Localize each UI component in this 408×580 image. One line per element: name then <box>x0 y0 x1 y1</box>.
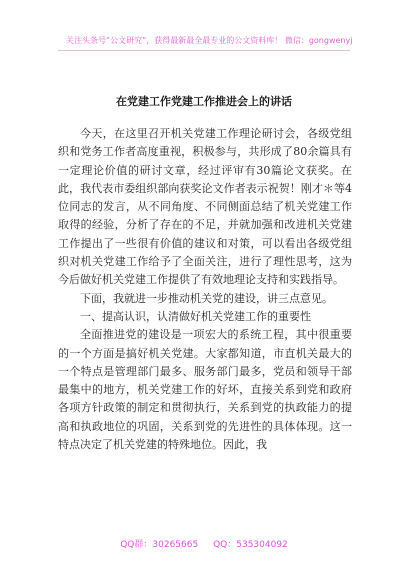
paragraph-section-1: 全面推进党的建设是一项宏大的系统工程，其中很重要的一个方面是搞好机关党建。大家都知道，市直机关最大的一个特点是管理部门最多、服务部门最多，党员和领导干部最集中的地方，机关党建工作的好坏，直接关系到党和政府各项方针政策的制定和贯彻执行，关系到党的执政能力的提高和执政地位的巩固，关系到党的先进性的具体体现。这一特点决定了机关党建的特殊地位。因此，我 <box>58 328 352 452</box>
footer-qq-number: QQ：535304092 <box>213 540 288 550</box>
footer-contact <box>0 537 408 550</box>
paragraph-intro: 今天，在这里召开机关党建工作理论研讨会，各级党组织和党务工作者高度重视，积极参与，共形成了80余篇具有一定理论价值的研讨文章，经过评审有30篇论文获奖。在此，我代表市委组织部向获奖论文作者表示祝贺！刚才＊等4位同志的发言，从不同角度、不同侧面总结了机关党建工作取得的经验，分析了存在的不足，并就加强和改进机关党建工作提出了一些很有价值的建议和对策，可以看出各级党组织对机关党建工作给予了全面关注，进行了理性思考，这为今后做好机关党建工作提供了有效地理论支持和实践指导。 <box>58 127 352 287</box>
document-body <box>58 125 352 454</box>
document-title: 在党建工作党建工作推进会上的讲话 <box>116 95 292 108</box>
footer-qq-group: QQ群：30265665 <box>120 540 199 550</box>
section-heading-1: 一、提高认识，认清做好机关党建工作的重要性 <box>80 309 311 323</box>
header-divider <box>58 50 350 51</box>
paragraph-transition: 下面，我就进一步推动机关党的建设，讲三点意见。 <box>80 291 333 305</box>
header-promo-text: 关注头条号“公文研究”，获得最新最全最专业的公文资料库！ 微信：gongwenyj <box>66 36 353 45</box>
